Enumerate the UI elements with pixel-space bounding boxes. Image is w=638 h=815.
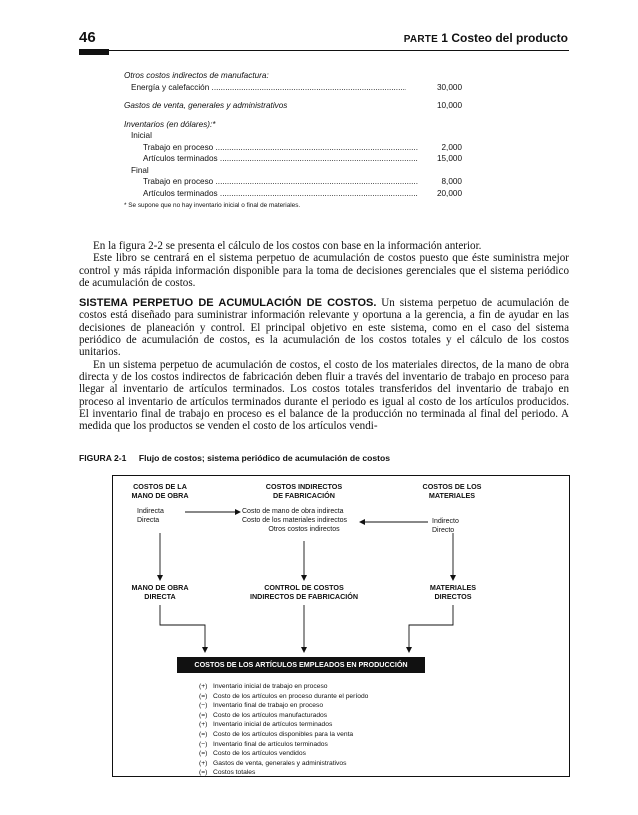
step-operator: (+): [199, 759, 208, 767]
step-operator: (−): [199, 740, 208, 748]
part-number: 1: [441, 31, 448, 45]
row-label: Energía y calefacción .....: [131, 82, 406, 94]
footnote: * Se supone que no hay inventario inicial o final de materiales.: [124, 202, 301, 209]
labor-indirect: Indirecta: [137, 508, 164, 515]
header-bar: [79, 49, 109, 55]
step-text: Costo de los artículos manufacturados: [213, 711, 328, 719]
row-label: Trabajo en proceso .....: [143, 176, 418, 188]
overhead-item: Costo de mano de obra indirecta: [242, 508, 344, 515]
arrow-labor-to-product: [160, 605, 205, 652]
cost-table: [124, 70, 474, 211]
step-text: Costo de los artículos en proceso durante el período: [213, 692, 369, 700]
direct-labor-box: MANO DE OBRA DIRECTA: [131, 583, 189, 601]
paragraph: En un sistema perpetuo de acumulación de costos, el costo de los materiales directos, de la mano de obra directa y de los costos indirectos de fabricación deben fluir a través del inventario de trabajo en proceso para llegar al inventario de artículos terminados. Los costos totales transferidos del inventario de trabajo en proceso al inventario de artículos terminados durante el periodo es igual al costo de los artículos producidos. El inventario final de trabajo en proceso es el balance de la producción no terminada al final del periodo. A medida que los productos se venden el costo de los artículos vendi-: [79, 358, 569, 433]
step-operator: (=): [199, 769, 208, 777]
table-row: [124, 142, 474, 154]
list-item: [199, 740, 459, 750]
paragraph: En la figura 2-2 se presenta el cálculo de los costos con base en la información anterior.: [93, 240, 482, 252]
cost-flow-figure: [112, 475, 570, 777]
step-text: Inventario final de trabajo en proceso: [213, 702, 324, 710]
table-row: [124, 82, 474, 94]
list-item: [199, 711, 459, 721]
step-text: Costos totales: [213, 769, 256, 777]
step-operator: (=): [199, 730, 208, 738]
inventories-header: Inventarios (en dólares):*: [124, 119, 216, 129]
overhead-control-box: CONTROL DE COSTOS INDIRECTOS DE FABRICACIÓN: [249, 583, 359, 601]
figure-label: FIGURA 2-1: [79, 453, 127, 463]
step-operator: (=): [199, 711, 208, 719]
row-value: 2,000: [441, 142, 462, 152]
section-heading: SISTEMA PERPETUO DE ACUMULACIÓN DE COSTOS.: [79, 297, 377, 310]
materials-direct: Directo: [432, 527, 455, 534]
figure-caption: [79, 453, 390, 463]
step-operator: (=): [199, 692, 208, 700]
header-rule: [79, 50, 569, 51]
list-item: [199, 759, 459, 769]
table-row: [124, 100, 474, 112]
row-value: 8,000: [441, 177, 462, 186]
step-text: Gastos de venta, generales y administrativos: [213, 759, 347, 767]
overhead-item: Otros costos indirectos: [268, 526, 340, 533]
body-text: [79, 240, 569, 432]
step-text: Inventario inicial de trabajo en proceso: [213, 683, 328, 690]
step-text: Inventario inicial de artículos terminados: [213, 721, 333, 729]
labor-direct: Directa: [137, 517, 160, 524]
overhead-costs-heading: COSTOS INDIRECTOS DE FABRICACIÓN: [265, 482, 343, 500]
step-text: Costo de los artículos vendidos: [213, 750, 306, 758]
arrow-materials-to-product: [409, 605, 453, 652]
row-label: Gastos de venta, generales y administrativos: [124, 101, 288, 110]
step-text: Costo de los artículos disponibles para la venta: [213, 730, 354, 738]
step-operator: (+): [199, 683, 208, 690]
paragraph-text: Un sistema perpetuo de acumulación de costos está diseñado para suministrar información relevante y oportuna a la gerencia, a fin de ayudar en las decisiones de planeación y control. El principal objetivo en este sistema, como en el caso del sistema periódico de acumulación de costos, es la acumulación de los costos totales y el cálculo de los costos unitarios.: [79, 297, 569, 359]
initial-label: Inicial: [131, 131, 152, 140]
row-label: Artículos terminados .....: [143, 188, 418, 200]
step-operator: (+): [199, 721, 208, 729]
overhead-header: Otros costos indirectos de manufactura:: [124, 71, 269, 80]
overhead-item: Costo de los materiales indirectos: [242, 517, 348, 524]
cost-steps-list: [199, 682, 459, 778]
table-row: [124, 176, 474, 188]
page-number: 46: [79, 29, 96, 46]
list-item: [199, 730, 459, 740]
row-value: 10,000: [436, 101, 462, 110]
part-label: PARTE: [403, 34, 438, 45]
step-operator: (−): [199, 702, 208, 710]
section-paragraph: [79, 297, 569, 358]
materials-indirect: Indirecto: [432, 518, 459, 525]
row-label: Artículos terminados .....: [143, 153, 418, 165]
row-label: Trabajo en proceso .....: [143, 142, 418, 154]
final-label: Final: [131, 165, 149, 175]
materials-costs-heading: COSTOS DE LOS MATERIALES: [422, 482, 482, 500]
list-item: [199, 768, 459, 778]
part-title: Costeo del producto: [451, 31, 568, 45]
list-item: [199, 749, 459, 759]
row-value: 20,000: [436, 188, 462, 198]
list-item: [199, 682, 459, 692]
running-head: [404, 31, 568, 45]
list-item: [199, 720, 459, 730]
step-operator: (=): [199, 750, 208, 758]
row-value: 30,000: [436, 82, 462, 92]
list-item: [199, 701, 459, 711]
paragraph: Este libro se centrará en el sistema perpetuo de acumulación de costos puesto que éste suministra mejor control y más rápida información disponible para la toma de decisiones gerenciales que el sistema periódico de acumulación de costos.: [79, 252, 569, 289]
step-text: Inventario final de artículos terminados: [213, 740, 328, 748]
row-value: 15,000: [436, 154, 462, 163]
list-item: [199, 692, 459, 702]
labor-costs-heading: COSTOS DE LA MANO DE OBRA: [131, 482, 189, 500]
table-row: [124, 188, 474, 200]
table-row: [124, 153, 474, 165]
direct-materials-box: MATERIALES DIRECTOS: [429, 583, 477, 601]
figure-title: Flujo de costos; sistema periódico de acumulación de costos: [138, 453, 391, 463]
product-cost-box: COSTOS DE LOS ARTÍCULOS EMPLEADOS EN PRODUCCIÓN: [177, 657, 425, 673]
